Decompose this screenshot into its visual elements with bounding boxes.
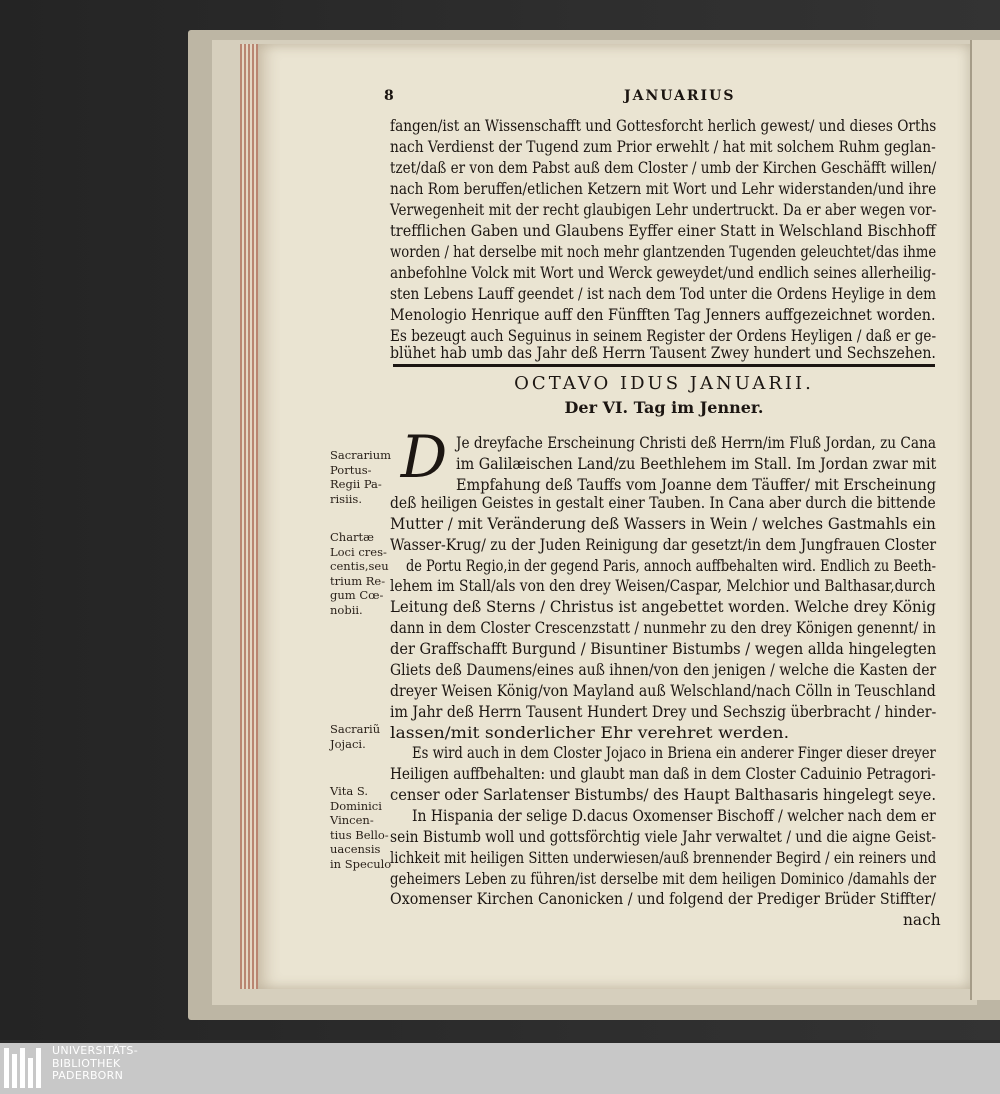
text-line: Es wird auch in dem Closter Jojaco in Briena ein anderer Finger dieser dreyer <box>412 744 936 762</box>
margin-note-line: Vita S. <box>330 784 369 798</box>
text-line: nach Rom beruffen/etlichen Ketzern mit Wort und Lehr widerstanden/und ihre <box>390 180 937 198</box>
text-line: lassen/mit sonderlicher Ehr verehret werden. <box>390 724 790 742</box>
library-footer-bar <box>0 1043 1000 1094</box>
text-line: tzet/daß er von dem Pabst auß dem Closter / umb der Kirchen Geschäfft willen/ <box>390 159 937 177</box>
text-line: Empfahung deß Tauffs vom Joanne dem Täuffer/ mit Erscheinung <box>456 476 937 494</box>
margin-note-line: Jojaci. <box>330 736 366 751</box>
margin-note <box>330 784 391 871</box>
text-line: dann in dem Closter Crescenzstatt / nunmehr zu den drey Königen genennt/ in <box>390 619 936 637</box>
text-line: der Graffschafft Burgund / Bisuntiner Bistumbs / wegen allda hingelegten <box>390 640 937 658</box>
text-line: Menologio Henrique auff den Fünfften Tag Jenners auffgezeichnet worden. <box>390 306 936 324</box>
margin-note-line: trium Re- <box>330 573 386 588</box>
text-line: In Hispania der selige D.dacus Oxomenser Bischoff / welcher nach dem er <box>412 807 936 825</box>
margin-note-line: tius Bello- <box>330 827 389 842</box>
text-line: deß heiligen Geistes in gestalt einer Tauben. In Cana aber durch die bittende <box>390 494 936 512</box>
text-line: Heiligen auffbehalten: und glaubt man daß in dem Closter Caduinio Petragori- <box>390 765 936 783</box>
text-line: im Galilæischen Land/zu Beethlehem im Stall. Im Jordan zwar mit <box>456 455 937 473</box>
margin-note-line: uacensis <box>330 842 381 856</box>
decorated-initial: D <box>400 423 448 491</box>
margin-note <box>330 722 380 751</box>
section-title: OCTAVO IDUS JANUARII. <box>514 373 814 394</box>
text-line: Je dreyfache Erscheinung Christi deß Herrn/im Fluß Jordan, zu Cana <box>456 434 937 452</box>
text-line: anbefohlne Volck mit Wort und Werck geweydet/und endlich seines allerheilig- <box>390 264 937 282</box>
text-line: Es bezeugt auch Seguinus in seinem Register der Ordens Heyligen / daß er ge- <box>390 327 937 345</box>
text-line: fangen/ist an Wissenschafft und Gottesforcht herlich gewest/ und dieses Orths <box>390 117 937 135</box>
library-name-line: PADERBORN <box>52 1069 124 1082</box>
text-line: im Jahr deß Herrn Tausent Hundert Drey und Sechszig überbracht / hinder- <box>390 703 937 721</box>
margin-note <box>330 448 391 506</box>
text-line: dreyer Weisen König/von Mayland auß Welschland/nach Cölln in Teuschland <box>390 682 936 700</box>
text-line: lichkeit mit heiligen Sitten underwiesen/auß brennender Begird / ein reiners und <box>390 849 937 867</box>
text-line: blühet hab umb das Jahr deß Herrn Tausent Zwey hundert und Sechszehen. <box>390 344 936 362</box>
library-name-line: UNIVERSITÄTS- <box>52 1044 138 1057</box>
margin-note-line: Chartæ <box>330 530 374 544</box>
section-rule <box>393 364 935 367</box>
running-header <box>384 88 940 112</box>
text-line: Gliets deß Daumens/eines auß ihnen/von den jenigen / welche die Kasten der <box>390 661 937 679</box>
section-subtitle: Der VI. Tag im Jenner. <box>564 398 764 417</box>
margin-note-line: gum Cœ- <box>330 588 384 602</box>
text-line: geheimers Leben zu führen/ist derselbe mit dem heiligen Dominico /damahls der <box>390 870 937 888</box>
margin-note-line: nobii. <box>330 602 363 617</box>
margin-note <box>330 530 389 617</box>
page-number: 8 <box>384 88 394 104</box>
margin-note-line: in Speculo <box>330 856 392 871</box>
margin-note-line: Dominici <box>330 798 382 813</box>
text-line: censer oder Sarlatenser Bistumbs/ des Haupt Balthasaris hingelegt seye. <box>390 786 937 804</box>
text-line: sten Lebens Lauff geendet / ist nach dem Tod unter die Ordens Heylige in dem <box>390 285 937 303</box>
margin-note-line: centis,seu <box>330 559 389 573</box>
text-line: de Portu Regio,in der gegend Paris, annoch auffbehalten wird. Endlich zu Beeth- <box>406 557 937 575</box>
text-line: Oxomenser Kirchen Canonicken / und folgend der Prediger Brüder Stiffter/ <box>390 890 936 908</box>
text-line: sein Bistumb woll und gottsförchtig viele Jahr verwaltet / und die aigne Geist- <box>390 828 936 846</box>
margin-note-line: Portus- <box>330 462 372 477</box>
text-line: Mutter / mit Veränderung deß Wassers in Wein / welches Gastmahls ein <box>390 515 936 533</box>
margin-note-line: Loci cres- <box>330 544 387 559</box>
text-line: worden / hat derselbe mit noch mehr glantzenden Tugenden geleuchtet/das ihme <box>390 243 937 261</box>
margin-note-line: Vincen- <box>330 813 374 827</box>
text-line: Wasser-Krug/ zu der Juden Reinigung dar gesetzt/in dem Jungfrauen Closter <box>390 536 937 554</box>
margin-note-line: Sacrarium <box>330 448 392 462</box>
library-logo-icon <box>4 1048 44 1088</box>
text-line: Verwegenheit mit der recht glaubigen Lehr undertruckt. Da er aber wegen vor- <box>390 201 937 219</box>
facing-page-edge <box>970 40 1000 1000</box>
margin-note-line: Regii Pa- <box>330 477 382 491</box>
text-line: lehem im Stall/als von den drey Weisen/Caspar, Melchior und Balthasar,durch <box>390 577 936 595</box>
margin-note-line: Sacrariũ <box>330 722 381 736</box>
library-name <box>52 1045 138 1083</box>
margin-note-line: risiis. <box>330 491 362 506</box>
page-red-edge <box>240 44 260 989</box>
library-name-line: BIBLIOTHEK <box>52 1056 121 1070</box>
running-head-title: JANUARIUS <box>624 88 736 104</box>
text-line: trefflichen Gaben und Glaubens Eyffer einer Statt in Welschland Bischhoff <box>390 222 936 240</box>
text-line: nach Verdienst der Tugend zum Prior erwehlt / hat mit solchem Ruhm geglan- <box>390 138 936 156</box>
text-line: Leitung deß Sterns / Christus ist angebettet worden. Welche drey König <box>390 598 936 616</box>
catchword: nach <box>903 911 941 929</box>
